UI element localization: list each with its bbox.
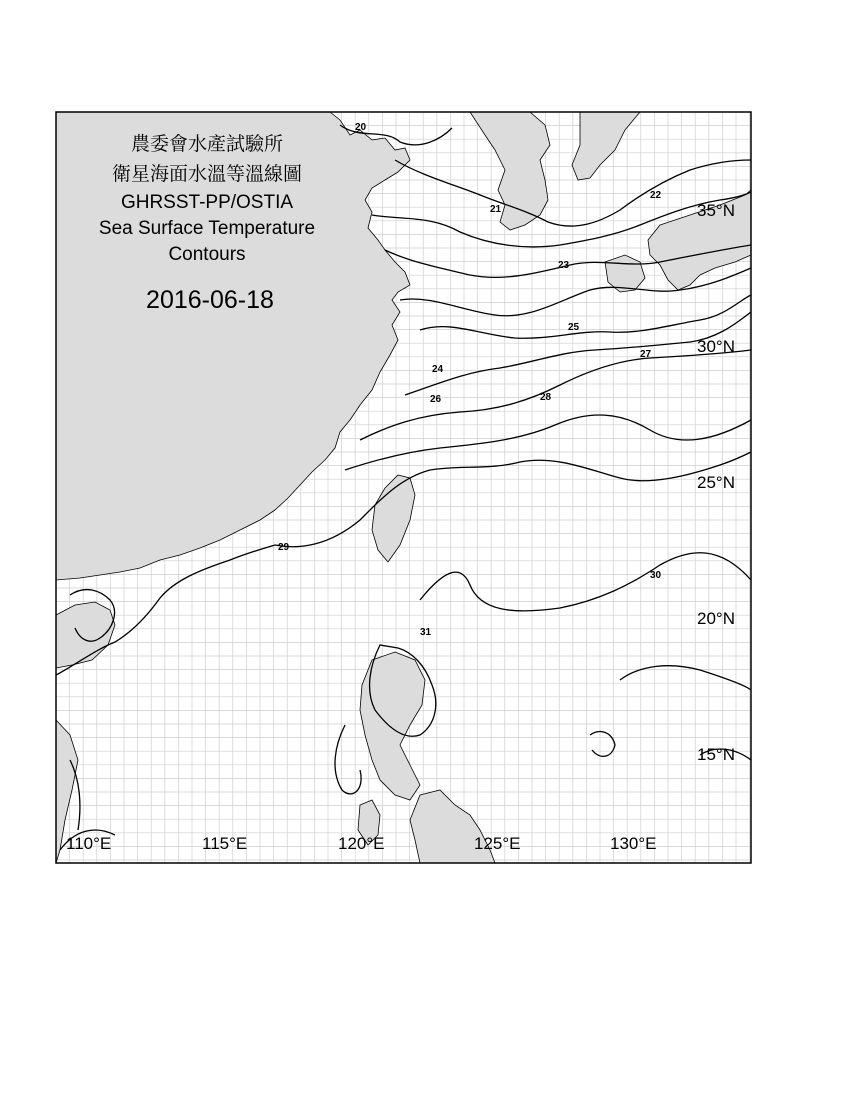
lon-label-110: 110°E <box>66 834 112 853</box>
clabel-21: 21 <box>490 204 502 215</box>
title-line-1: 農委會水產試驗所 <box>130 133 284 155</box>
clabel-24: 24 <box>432 364 444 375</box>
lat-label-15: 15°N <box>697 745 735 764</box>
lon-label-130: 130°E <box>610 834 657 853</box>
clabel-20: 20 <box>355 122 367 133</box>
clabel-28: 28 <box>540 392 552 403</box>
clabel-26: 26 <box>430 394 442 405</box>
clabel-27: 27 <box>640 349 652 360</box>
title-line-5: Contours <box>168 244 246 265</box>
clabel-25: 25 <box>568 322 580 333</box>
lon-label-115: 115°E <box>202 834 248 853</box>
lon-label-125: 125°E <box>474 834 521 853</box>
lat-label-20: 20°N <box>697 609 735 628</box>
title-line-2: 衛星海面水溫等溫線圖 <box>111 163 303 185</box>
lat-label-25: 25°N <box>697 473 735 492</box>
title-line-4: Sea Surface Temperature <box>98 218 316 239</box>
map-date: 2016-06-18 <box>146 286 274 314</box>
clabel-30: 30 <box>650 570 662 581</box>
lon-label-120: 120°E <box>338 834 385 853</box>
lat-label-35: 35°N <box>697 201 735 220</box>
lat-label-30: 30°N <box>697 337 735 356</box>
clabel-31: 31 <box>420 627 432 638</box>
clabel-29: 29 <box>278 542 290 553</box>
clabel-22: 22 <box>650 190 662 201</box>
title-line-3: GHRSST-PP/OSTIA <box>120 192 294 213</box>
clabel-23: 23 <box>558 260 570 271</box>
